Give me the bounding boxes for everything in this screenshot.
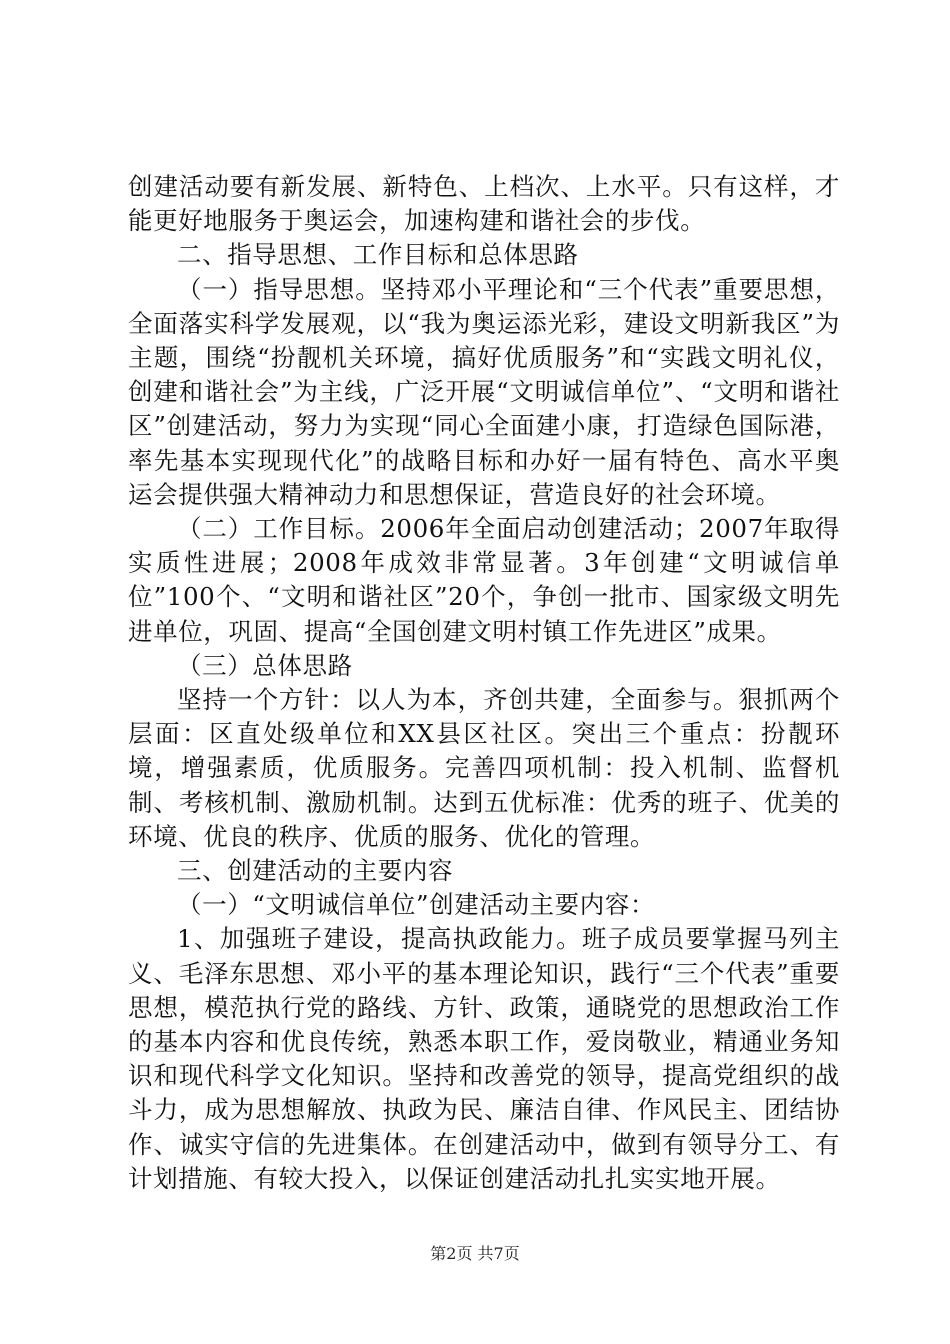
document-body bbox=[128, 170, 840, 1196]
subheading-overall-approach: （三）总体思路 bbox=[177, 650, 353, 680]
paragraph-continuation: 创建活动要有新发展、新特色、上档次、上水平。只有这样，才能更好地服务于奥运会，加速构建和谐社会的步伐。 bbox=[128, 172, 840, 236]
paragraph-overall-approach: 坚持一个方针：以人为本，齐创共建，全面参与。狠抓两个层面：区直处级单位和XX县区社区。突出三个重点：扮靓环境，增强素质，优质服务。完善四项机制：投入机制、监督机制、考核机制、激励机制。达到五优标准：优秀的班子、优美的环境、优良的秩序、优质的服务、优化的管理。 bbox=[128, 685, 840, 851]
paragraph-leadership-building: 1、加强班子建设，提高执政能力。班子成员要掌握马列主义、毛泽东思想、邓小平的基本理论知识，践行“三个代表”重要思想，模范执行党的路线、方针、政策，通晓党的思想政治工作的基本内容和优良传统，熟悉本职工作，爱岗敬业，精通业务知识和现代科学文化知识。坚持和改善党的领导，提高党组织的战斗力，成为思想解放、执政为民、廉洁自律、作风民主、团结协作、诚实守信的先进集体。在创建活动中，做到有领导分工、有计划措施、有较大投入，以保证创建活动扎扎实实地开展。 bbox=[128, 924, 840, 1193]
paragraph-guiding-ideology: （一）指导思想。坚持邓小平理论和“三个代表”重要思想，全面落实科学发展观，以“我为奥运添光彩，建设文明新我区”为主题，围绕“扮靓机关环境，搞好优质服务”和“实践文明礼仪，创建和谐社会”为主线，广泛开展“文明诚信单位”、“文明和谐社区”创建活动，努力为实现“同心全面建小康，打造绿色国际港，率先基本实现现代化”的战略目标和办好一届有特色、高水平奥运会提供强大精神动力和思想保证，营造良好的社会环境。 bbox=[128, 274, 840, 509]
page-number: 第2页 共7页 bbox=[430, 1244, 520, 1263]
paragraph-work-goals: （二）工作目标。2006年全面启动创建活动；2007年取得实质性进展；2008年成效非常显著。3年创建“文明诚信单位”100个、“文明和谐社区”20个，争创一批市、国家级文明先进单位，巩固、提高“全国创建文明村镇工作先进区”成果。 bbox=[128, 514, 840, 646]
section-heading-3: 三、创建活动的主要内容 bbox=[177, 856, 454, 886]
subheading-civilized-unit: （一）“文明诚信单位”创建活动主要内容： bbox=[177, 890, 656, 920]
page-footer bbox=[0, 1244, 950, 1264]
section-heading-2: 二、指导思想、工作目标和总体思路 bbox=[177, 240, 579, 270]
